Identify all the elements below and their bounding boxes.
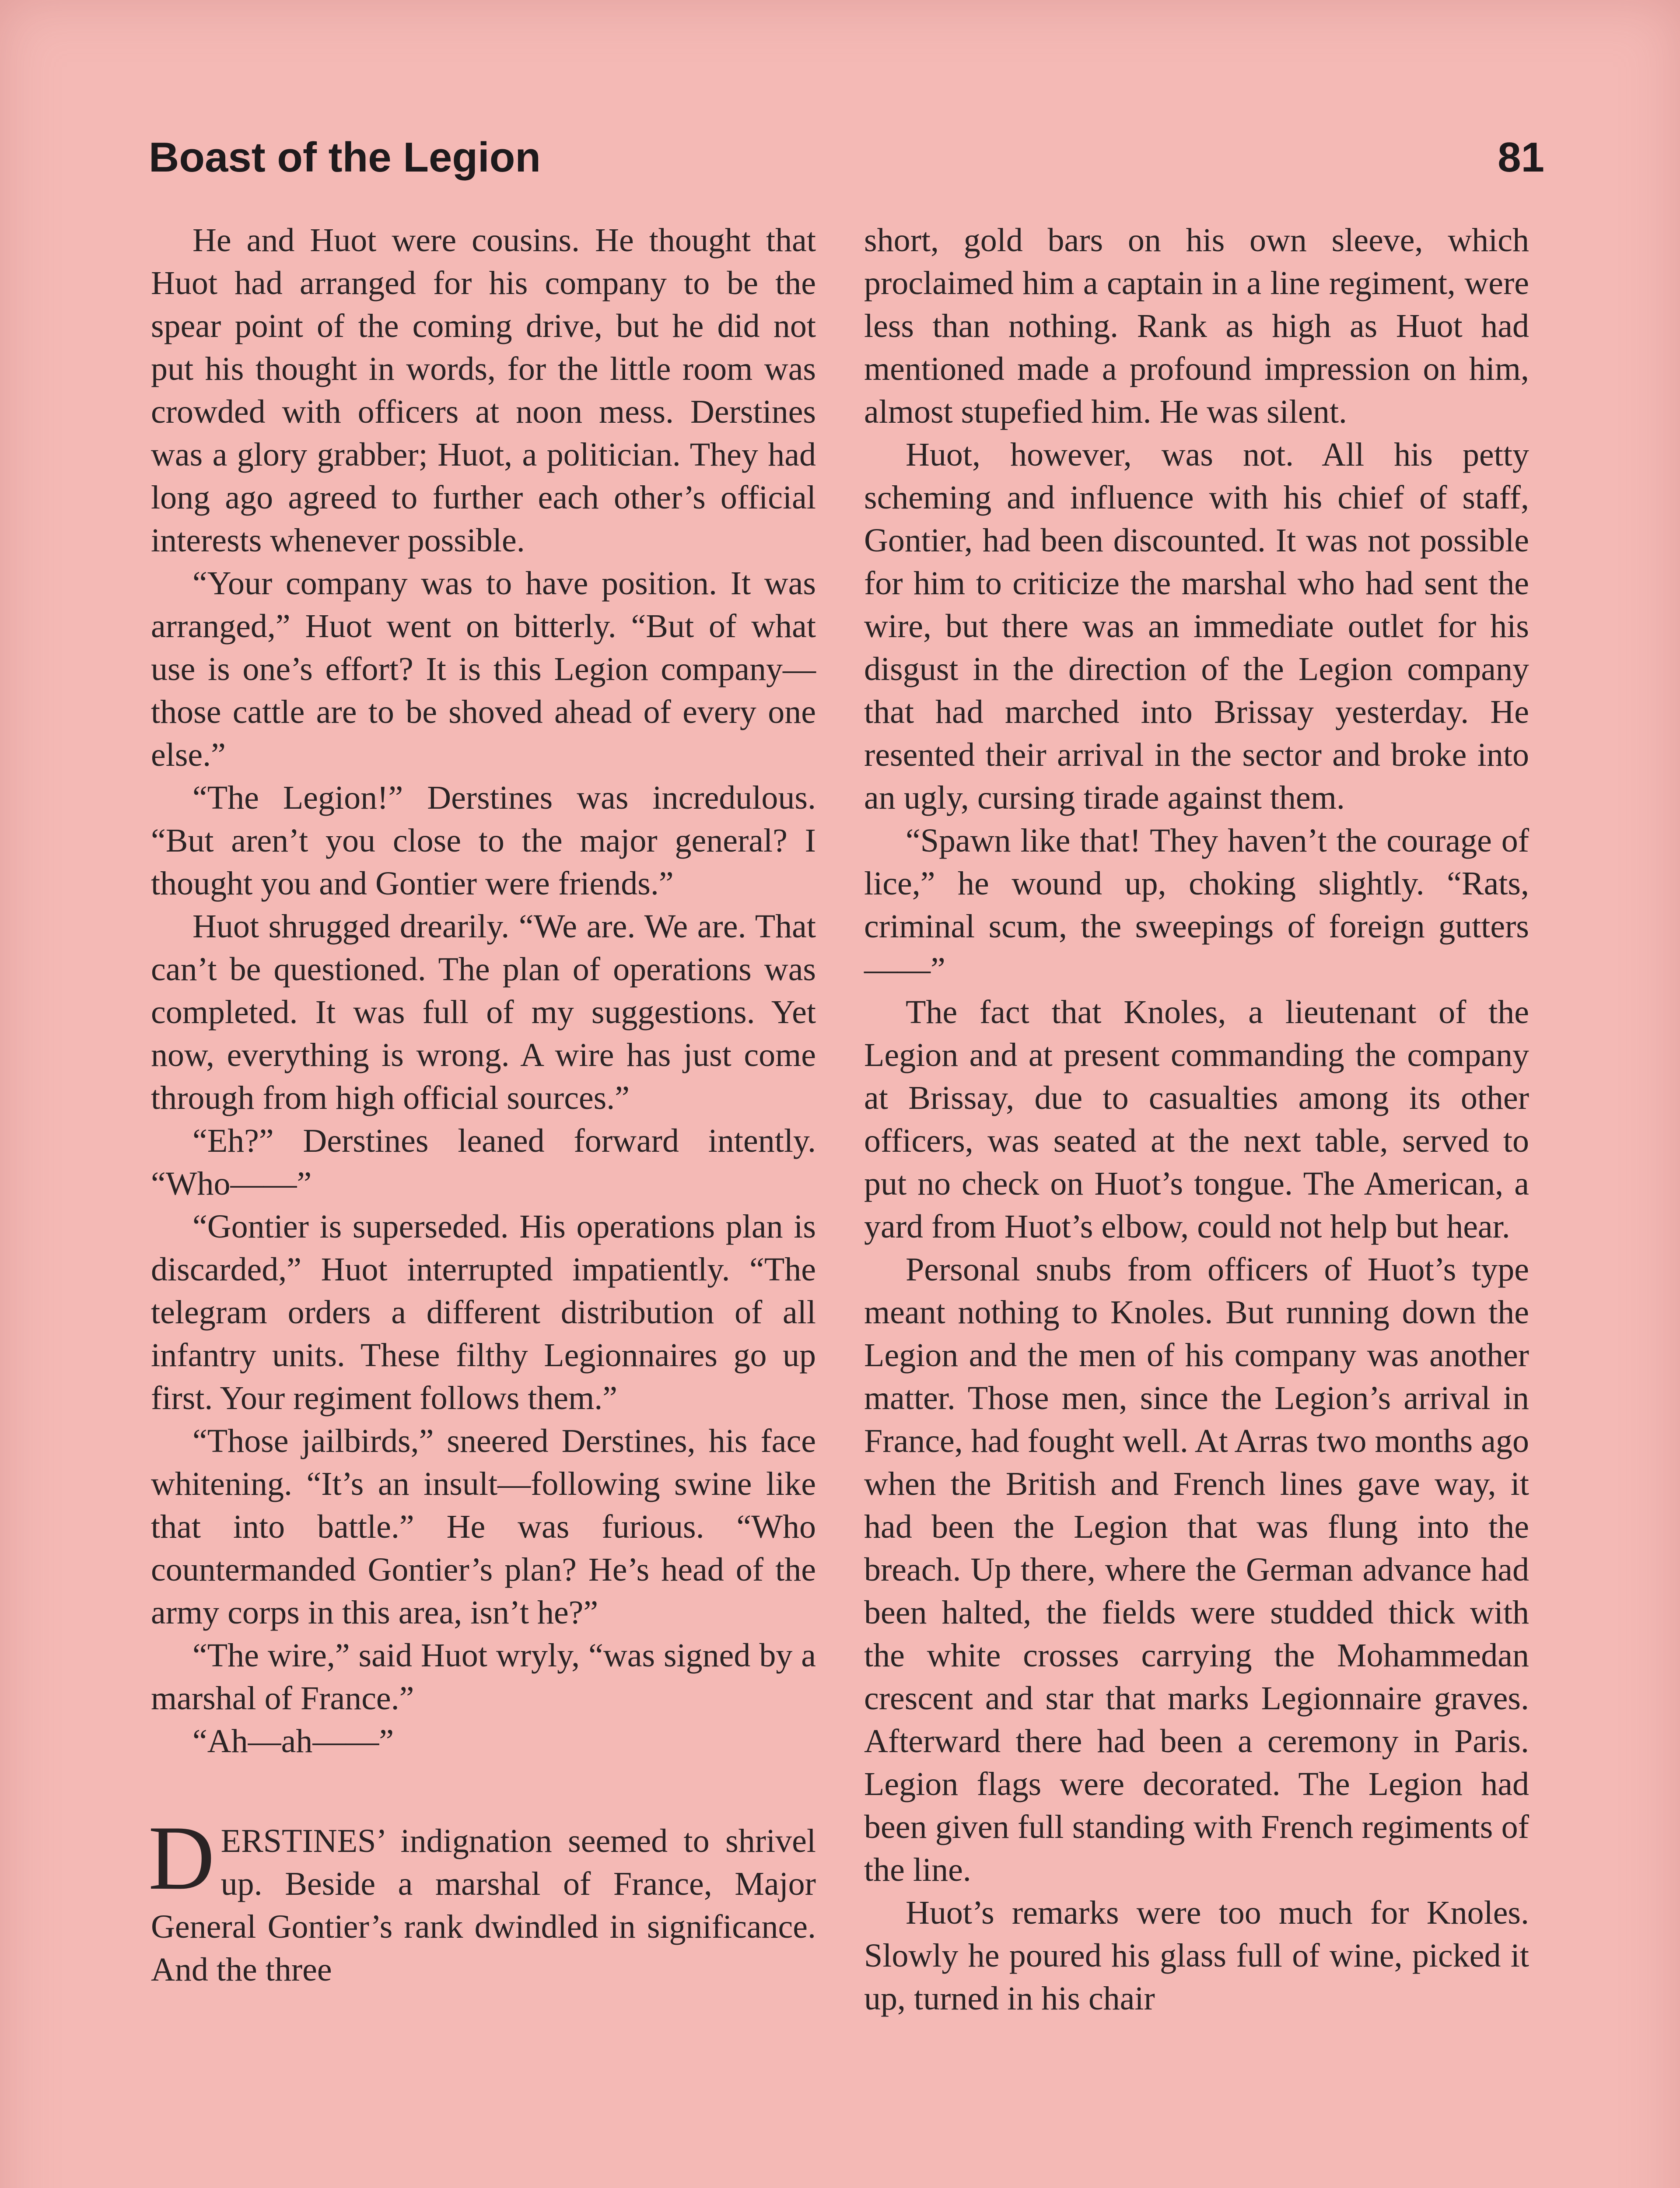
paragraph: The fact that Knoles, a lieutenant of the Legion and at present commanding the company at Brissay, due to casualties among its other officers, was seated at the next table, served to put no check on Huot’s tongue. The American, a yard from Huot’s elbow, could not help but hear. (864, 994, 1529, 1245)
paragraph: “Eh?” Derstines leaned forward intently. “Who——” (151, 1122, 816, 1202)
page-number: 81 (1498, 134, 1544, 181)
story-title: Boast of the Legion (149, 134, 541, 181)
paragraph: Huot’s remarks were too much for Knoles. Slowly he poured his glass full of wine, picked it up, turned in his chair (864, 1894, 1529, 2017)
paragraph: “Spawn like that! They haven’t the courage of lice,” he wound up, choking slightly. “Rats, criminal scum, the sweepings of foreign gutters——” (864, 822, 1529, 988)
paragraph: “Your company was to have position. It was arranged,” Huot went on bitterly. “But of what use is one’s effort? It is this Legion company—those cattle are to be shoved ahead of every one else.” (151, 565, 816, 773)
paragraph: He and Huot were cousins. He thought that Huot had arranged for his company to be the spear point of the coming drive, but he did not put his thought in words, for the little room was crowded with officers at noon mess. Derstines was a glory grabber; Huot, a politician. They had long ago agreed to further each other’s official interests whenever possible. (151, 222, 816, 559)
left-column (148, 219, 816, 1991)
paragraph: “Gontier is superseded. His operations plan is discarded,” Huot interrupted impatiently. “The telegram orders a different distribution of all infantry units. These filthy Legionnaires go up first. Your regiment follows them.” (151, 1208, 816, 1417)
section-text: ERSTINES’ indignation seemed to shrivel up. Beside a marshal of France, Major General Gontier’s rank dwindled in significance. And the three (151, 1823, 816, 1988)
paragraph: “Those jailbirds,” sneered Derstines, his face whitening. “It’s an insult—following swine like that into battle.” He was furious. “Who countermanded Gontier’s plan? He’s head of the army corps in this area, isn’t he?” (151, 1423, 816, 1631)
paragraph: Huot shrugged drearily. “We are. We are. That can’t be questioned. The plan of operations was completed. It was full of my suggestions. Yet now, everything is wrong. A wire has just come through from high official sources.” (151, 908, 816, 1116)
continued-paragraph: short, gold bars on his own sleeve, which proclaimed him a captain in a line regiment, were less than nothing. Rank as high as Huot had mentioned made a profound impression on him, almost stupefied him. He was silent. (864, 222, 1529, 430)
paragraph: “The wire,” said Huot wryly, “was signed by a marshal of France.” (151, 1637, 816, 1717)
paragraph: “Ah—ah——” (192, 1723, 394, 1760)
drop-cap: D (148, 1807, 215, 1909)
paragraph: “The Legion!” Derstines was incredulous. “But aren’t you close to the major general? I thought you and Gontier were friends.” (151, 779, 816, 902)
paragraph: Huot, however, was not. All his petty scheming and influence with his chief of staff, Gontier, had been discounted. It was not possible for him to criticize the marshal who had sent the wire, but there was an immediate outlet for his disgust in the direction of the Legion company that had marched into Brissay yesterday. He resented their arrival in the sector and broke into an ugly, cursing tirade against them. (864, 436, 1529, 816)
paragraph: Personal snubs from officers of Huot’s type meant nothing to Knoles. But running down the Legion and the men of his company was another matter. Those men, since the Legion’s arrival in France, had fought well. At Arras two months ago when the British and French lines gave way, it had been the Legion that was flung into the breach. Up there, where the German advance had been halted, the fields were studded thick with the white crosses carrying the Mohammedan crescent and star that marks Legionnaire graves. Afterward there had been a ceremony in Paris. Legion flags were decorated. The Legion had been given full standing with French regiments of the line. (864, 1251, 1529, 1888)
section-opening-paragraph (148, 1807, 816, 1991)
right-column (864, 219, 1529, 2020)
running-header (149, 127, 1544, 193)
